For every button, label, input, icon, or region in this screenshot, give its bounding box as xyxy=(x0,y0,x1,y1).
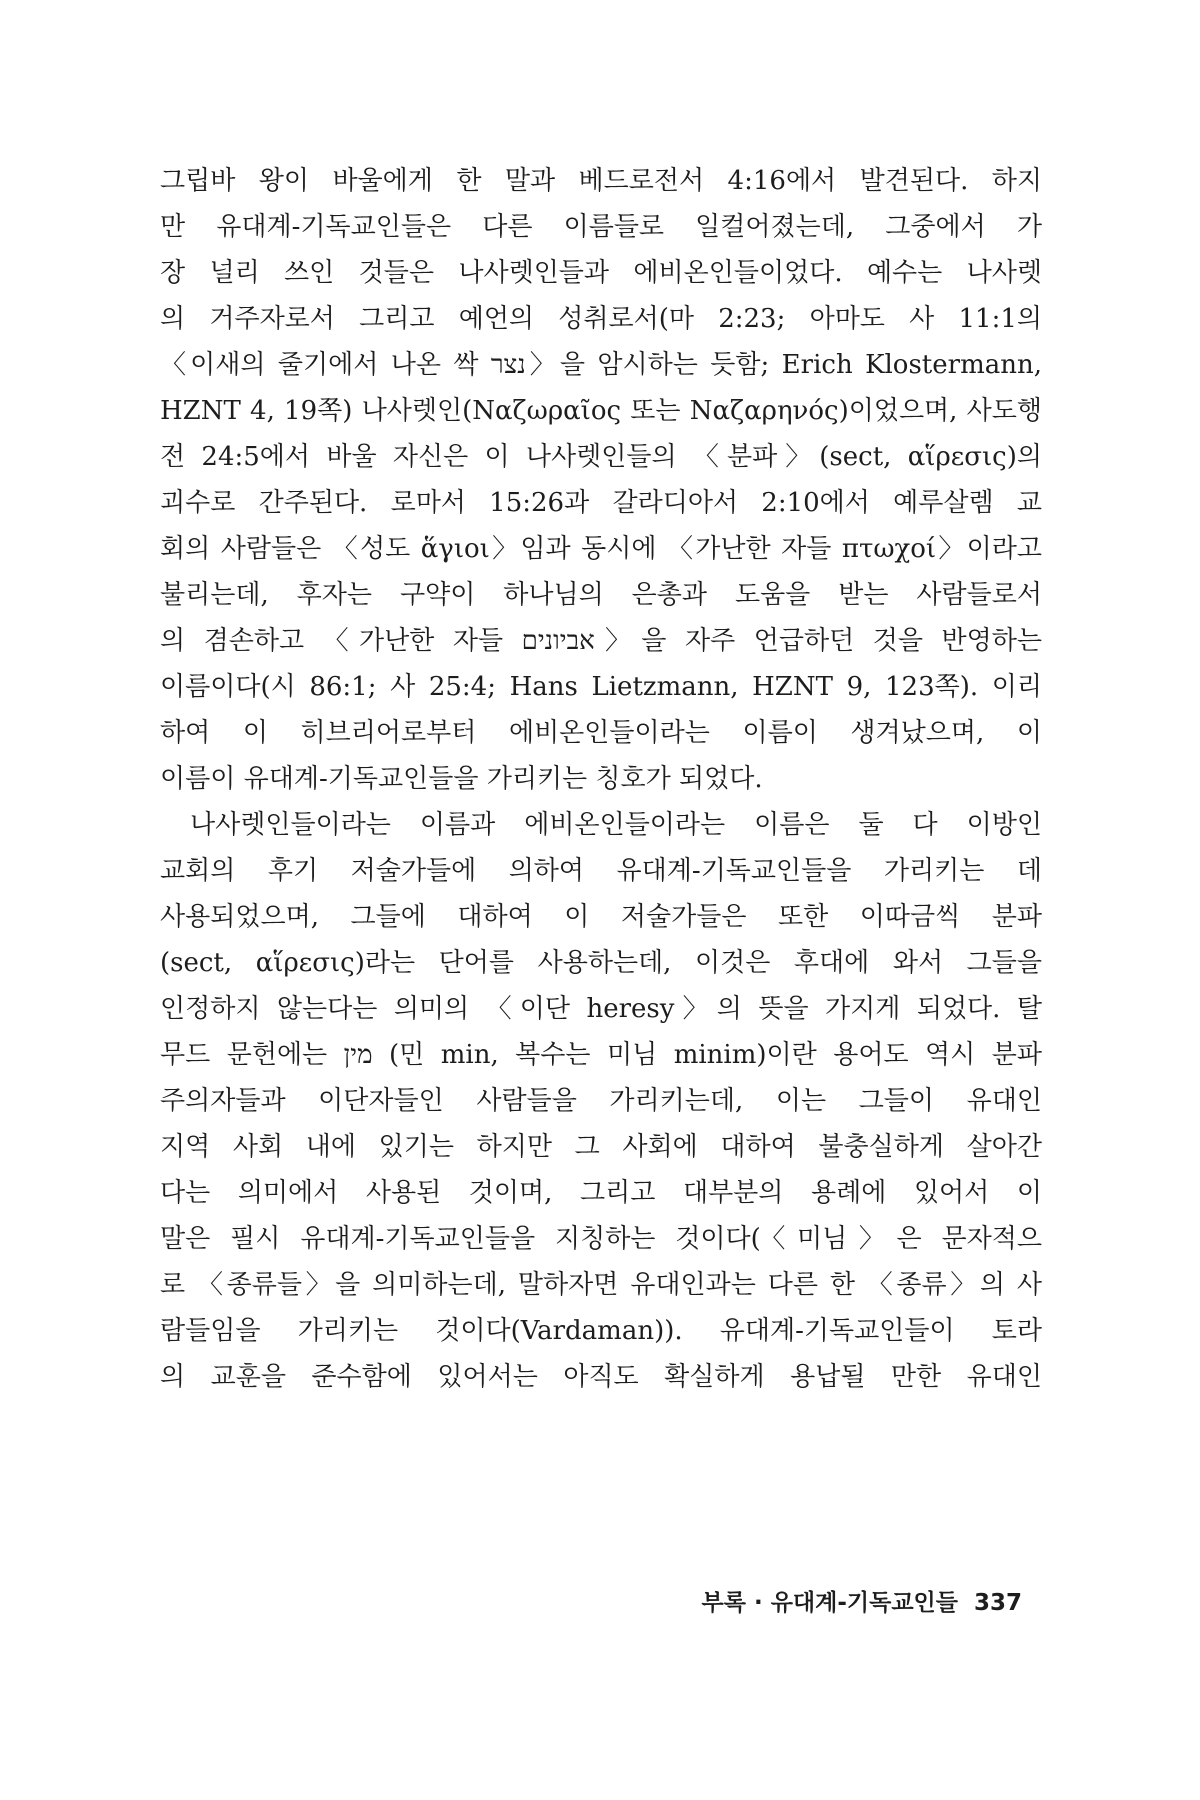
page-number: 337 xyxy=(973,1590,1022,1616)
text-line: 의 교훈을 준수함에 있어서는 아직도 확실하게 용납될 만한 유대인 xyxy=(160,1362,1042,1392)
text-line: 이름이 유대계-기독교인들을 가리키는 칭호가 되었다. xyxy=(160,764,763,794)
text-line: 지역 사회 내에 있기는 하지만 그 사회에 대하여 불충실하게 살아간 xyxy=(160,1132,1042,1162)
text-line: 괴수로 간주된다. 로마서 15:26과 갈라디아서 2:10에서 예루살렘 교 xyxy=(160,488,1042,518)
text-line: 교회의 후기 저술가들에 의하여 유대계-기독교인들을 가리키는 데 xyxy=(160,856,1042,886)
text-line: 주의자들과 이단자들인 사람들을 가리키는데, 이는 그들이 유대인 xyxy=(160,1086,1042,1116)
paragraph xyxy=(160,158,1042,802)
text-line: 하여 이 히브리어로부터 에비온인들이라는 이름이 생겨났으며, 이 xyxy=(160,718,1042,748)
page-footer xyxy=(702,1584,1023,1617)
text-line: 람들임을 가리키는 것이다(Vardaman)). 유대계-기독교인들이 토라 xyxy=(160,1316,1042,1346)
text-line: 〈이새의 줄기에서 나온 싹 נצר〉을 암시하는 듯함; Erich Klostermann, xyxy=(160,350,1042,380)
body-text xyxy=(160,158,1042,1400)
running-title: 부록 · 유대계-기독교인들 xyxy=(701,1590,958,1616)
text-line: 사용되었으며, 그들에 대하여 이 저술가들은 또한 이따금씩 분파 xyxy=(160,902,1042,932)
text-line: 로 〈종류들〉을 의미하는데, 말하자면 유대인과는 다른 한 〈종류〉의 사 xyxy=(160,1270,1042,1300)
text-line: 의 겸손하고 〈가난한 자들 אביונים〉을 자주 언급하던 것을 반영하는 xyxy=(160,626,1042,656)
text-line: 그립바 왕이 바울에게 한 말과 베드로전서 4:16에서 발견된다. 하지 xyxy=(160,166,1042,196)
text-line: 인정하지 않는다는 의미의 〈이단 heresy〉의 뜻을 가지게 되었다. 탈 xyxy=(160,994,1042,1024)
text-line: 불리는데, 후자는 구약이 하나님의 은총과 도움을 받는 사람들로서 xyxy=(160,580,1042,610)
text-line: 전 24:5에서 바울 자신은 이 나사렛인들의 〈분파〉(sect, αἵρεσις)의 xyxy=(160,442,1042,472)
text-line: 만 유대계-기독교인들은 다른 이름들로 일컬어졌는데, 그중에서 가 xyxy=(160,212,1042,242)
text-line: 다는 의미에서 사용된 것이며, 그리고 대부분의 용례에 있어서 이 xyxy=(160,1178,1042,1208)
text-line: 무드 문헌에는 מין (민 min, 복수는 미님 minim)이란 용어도 역시 분파 xyxy=(160,1040,1042,1070)
text-line: 장 널리 쓰인 것들은 나사렛인들과 에비온인들이었다. 예수는 나사렛 xyxy=(160,258,1042,288)
text-line: 이름이다(시 86:1; 사 25:4; Hans Lietzmann, HZNT 9, 123쪽). 이리 xyxy=(160,672,1042,702)
paragraph xyxy=(160,802,1042,1400)
text-line: (sect, αἵρεσις)라는 단어를 사용하는데, 이것은 후대에 와서 그들을 xyxy=(160,948,1042,978)
text-line: 회의 사람들은 〈성도 ἅγιοι〉임과 동시에 〈가난한 자들 πτωχοί〉이라고 xyxy=(160,534,1042,564)
text-line: 나사렛인들이라는 이름과 에비온인들이라는 이름은 둘 다 이방인 xyxy=(190,810,1042,840)
text-line: HZNT 4, 19쪽) 나사렛인(Ναζωραῖος 또는 Ναζαρηνός)이었으며, 사도행 xyxy=(160,396,1042,426)
text-line: 말은 필시 유대계-기독교인들을 지칭하는 것이다(〈미님〉은 문자적으 xyxy=(160,1224,1042,1254)
text-line: 의 거주자로서 그리고 예언의 성취로서(마 2:23; 아마도 사 11:1의 xyxy=(160,304,1042,334)
